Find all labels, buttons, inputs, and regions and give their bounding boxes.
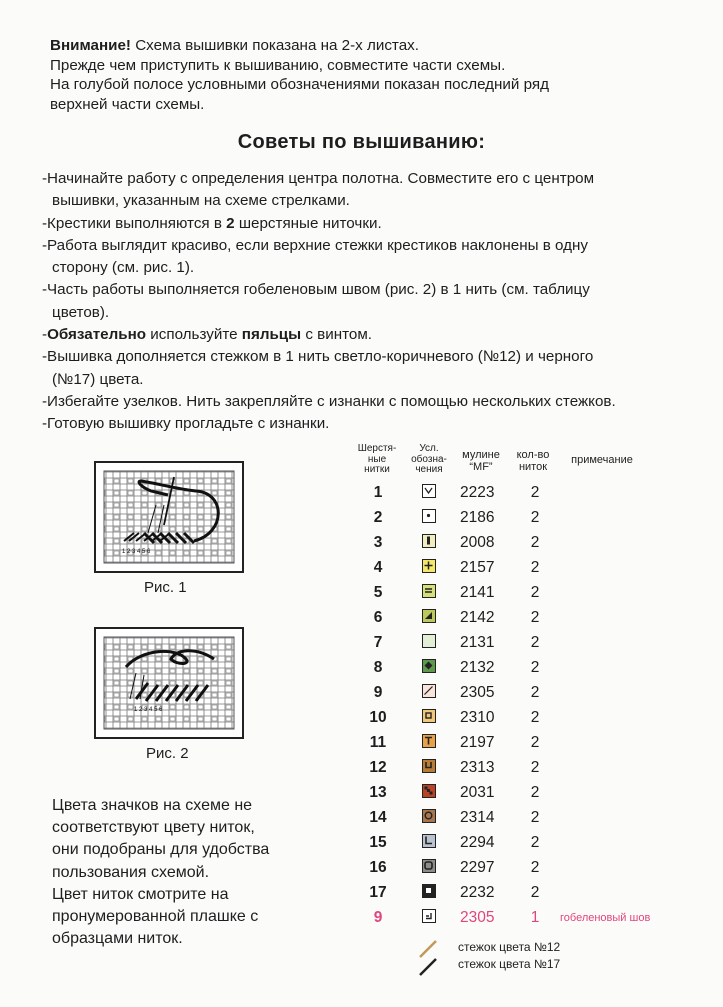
figure-1-numbers: 1 2 3 4 5 6 — [122, 549, 151, 555]
tip-4-line-2: цветов). — [52, 303, 110, 321]
mouline-code: 2142 — [460, 609, 495, 626]
note-line: пользования схемой. — [52, 863, 210, 881]
wool-number: 11 — [369, 734, 387, 751]
thread-row — [362, 681, 692, 706]
thread-row — [362, 506, 692, 531]
tip-5: -Обязательно используйте пяльцы с винтом. — [42, 326, 372, 344]
thread-count: 2 — [530, 834, 540, 851]
tip-3-line-2: сторону (см. рис. 1). — [52, 259, 195, 277]
rounded-square-icon — [422, 859, 436, 873]
mouline-code: 2031 — [460, 784, 495, 801]
tips-heading: Советы по вышиванию: — [237, 131, 486, 153]
thread-count: 2 — [530, 484, 540, 501]
mouline-code: 2186 — [460, 509, 495, 526]
legend-stitch-12: стежок цвета №12 — [458, 940, 561, 954]
tip-6-line-1: -Вышивка дополняется стежком в 1 нить светло-коричневого (№12) и черного — [42, 348, 594, 366]
thread-row — [362, 706, 692, 731]
thread-count: 2 — [530, 659, 540, 676]
tip-1-line-2: вышивки, указанным на схеме стрелками. — [52, 192, 350, 210]
figure-2-numbers: 1 2 3 4 5 6 — [134, 707, 163, 713]
header-wool: Шерстя- ные нитки — [357, 443, 397, 475]
thread-row — [362, 756, 692, 781]
figure-2 — [94, 627, 244, 739]
note-line: Цвета значков на схеме не — [52, 797, 253, 814]
thread-row — [362, 556, 692, 581]
mouline-code: 2157 — [460, 559, 495, 576]
square-icon — [422, 884, 436, 898]
row-note: гобеленовый шов — [560, 912, 651, 924]
mouline-code: 2305 — [460, 909, 495, 926]
wool-number: 1 — [373, 484, 383, 501]
cross-stitch-diagram — [96, 463, 242, 571]
tip-8: -Готовую вышивку прогладьте с изнанки. — [42, 415, 330, 433]
thread-count: 2 — [530, 809, 540, 826]
thread-count: 2 — [530, 784, 540, 801]
thread-count: 2 — [530, 609, 540, 626]
note-line: они подобраны для удобства — [52, 841, 270, 859]
mouline-code: 2310 — [460, 709, 495, 726]
thread-row — [362, 631, 692, 656]
mouline-code: 2305 — [460, 684, 495, 701]
bar-icon — [422, 534, 436, 548]
intro-line-3: На голубой полосе условными обозначениями показан последний ряд — [50, 76, 549, 93]
tip-4-line-1: -Часть работы выполняется гобеленовым швом (рис. 2) в 1 нить (см. таблицу — [42, 281, 590, 299]
mouline-code: 2132 — [460, 659, 495, 676]
figure-2-caption: Рис. 2 — [146, 745, 189, 762]
l-icon — [422, 834, 436, 848]
intro-line-4: верхней части схемы. — [50, 95, 205, 113]
tip-7: -Избегайте узелков. Нить закрепляйте с изнанки с помощью нескольких стежков. — [42, 392, 616, 410]
thread-count: 2 — [530, 859, 540, 876]
small-square-icon — [422, 709, 436, 723]
tip-6-line-2: (№17) цвета. — [52, 370, 144, 388]
tip-2: -Крестики выполняются в 2 шерстяные ниточки. — [42, 214, 382, 232]
tapestry-row — [362, 906, 692, 931]
mouline-code: 2008 — [460, 534, 495, 551]
tip-3-line-1: -Работа выглядит красиво, если верхние стежки крестиков наклонены в одну — [42, 236, 588, 254]
thread-row — [362, 481, 692, 506]
wool-number: 2 — [373, 509, 383, 526]
thread-count: 2 — [530, 684, 540, 701]
header-mouline: мулине “MF” — [462, 449, 500, 473]
wool-number: 16 — [369, 859, 387, 876]
wool-number: 6 — [373, 609, 383, 626]
v-mark-icon — [422, 484, 436, 498]
wool-number: 10 — [369, 709, 387, 726]
thread-count: 2 — [530, 734, 540, 751]
thread-count: 2 — [530, 884, 540, 901]
corner-icon — [422, 909, 436, 923]
legend-stitch-17-icon — [418, 955, 440, 982]
mouline-code: 2223 — [460, 484, 495, 501]
note-line: Цвет ниток смотрите на — [52, 885, 229, 903]
thread-count: 1 — [530, 909, 540, 926]
thread-row — [362, 656, 692, 681]
thread-count: 2 — [530, 709, 540, 726]
wool-number: 7 — [373, 634, 383, 651]
diamond-icon — [422, 659, 436, 673]
wool-number: 5 — [373, 584, 383, 601]
mouline-code: 2131 — [460, 634, 495, 651]
intro-line-2: Прежде чем приступить к вышиванию, совместите части схемы. — [50, 56, 506, 74]
wool-number: 15 — [369, 834, 387, 851]
intro-block — [50, 36, 690, 114]
header-count: кол-во ниток — [516, 449, 550, 473]
thread-count: 2 — [530, 534, 540, 551]
u-icon — [422, 759, 436, 773]
mouline-code: 2232 — [460, 884, 495, 901]
wool-number: 3 — [373, 534, 383, 551]
t-icon — [422, 734, 436, 748]
equals-icon — [422, 584, 436, 598]
header-symbol: Усл. обозна- чения — [411, 443, 447, 475]
thread-count: 2 — [530, 559, 540, 576]
thread-count: 2 — [530, 759, 540, 776]
thread-row — [362, 606, 692, 631]
thread-count: 2 — [530, 509, 540, 526]
thread-row — [362, 831, 692, 856]
wool-number: 13 — [369, 784, 387, 801]
color-note — [52, 795, 322, 950]
mouline-code: 2294 — [460, 834, 495, 851]
plus-icon — [422, 559, 436, 573]
legend-stitch-17: стежок цвета №17 — [458, 957, 561, 971]
dot-icon — [422, 509, 436, 523]
wool-number: 9 — [373, 684, 383, 701]
thread-row — [362, 731, 692, 756]
wool-number: 8 — [373, 659, 383, 676]
tips-list — [42, 168, 712, 436]
figure-1 — [94, 461, 244, 573]
thread-row — [362, 581, 692, 606]
note-line: образцами ниток. — [52, 930, 183, 948]
wool-number: 12 — [369, 759, 387, 776]
warning-label: Внимание! — [50, 37, 131, 54]
figure-1-caption: Рис. 1 — [144, 579, 187, 596]
note-line: соответствуют цвету ниток, — [52, 819, 255, 837]
thread-row — [362, 881, 692, 906]
slash-icon — [422, 684, 436, 698]
thread-row — [362, 781, 692, 806]
thread-row — [362, 856, 692, 881]
intro-line-1: Схема вышивки показана на 2-х листах. — [130, 37, 419, 54]
circle-icon — [422, 809, 436, 823]
wool-number: 4 — [373, 559, 383, 576]
mouline-code: 2314 — [460, 809, 495, 826]
header-note: примечание — [571, 454, 633, 466]
diagonal-dots-icon — [422, 784, 436, 798]
mouline-code: 2197 — [460, 734, 495, 751]
wool-number: 9 — [373, 909, 383, 926]
blank-icon — [422, 634, 436, 648]
mouline-code: 2313 — [460, 759, 495, 776]
triangle-icon — [422, 609, 436, 623]
thread-count: 2 — [530, 634, 540, 651]
mouline-code: 2297 — [460, 859, 495, 876]
wool-number: 17 — [369, 884, 387, 901]
note-line: пронумерованной плашке с — [52, 908, 259, 926]
wool-number: 14 — [369, 809, 387, 826]
tapestry-stitch-diagram — [96, 629, 242, 737]
tip-1-line-1: -Начинайте работу с определения центра полотна. Совместите его с центром — [42, 170, 595, 187]
thread-row — [362, 806, 692, 831]
mouline-code: 2141 — [460, 584, 495, 601]
thread-row — [362, 531, 692, 556]
thread-count: 2 — [530, 584, 540, 601]
